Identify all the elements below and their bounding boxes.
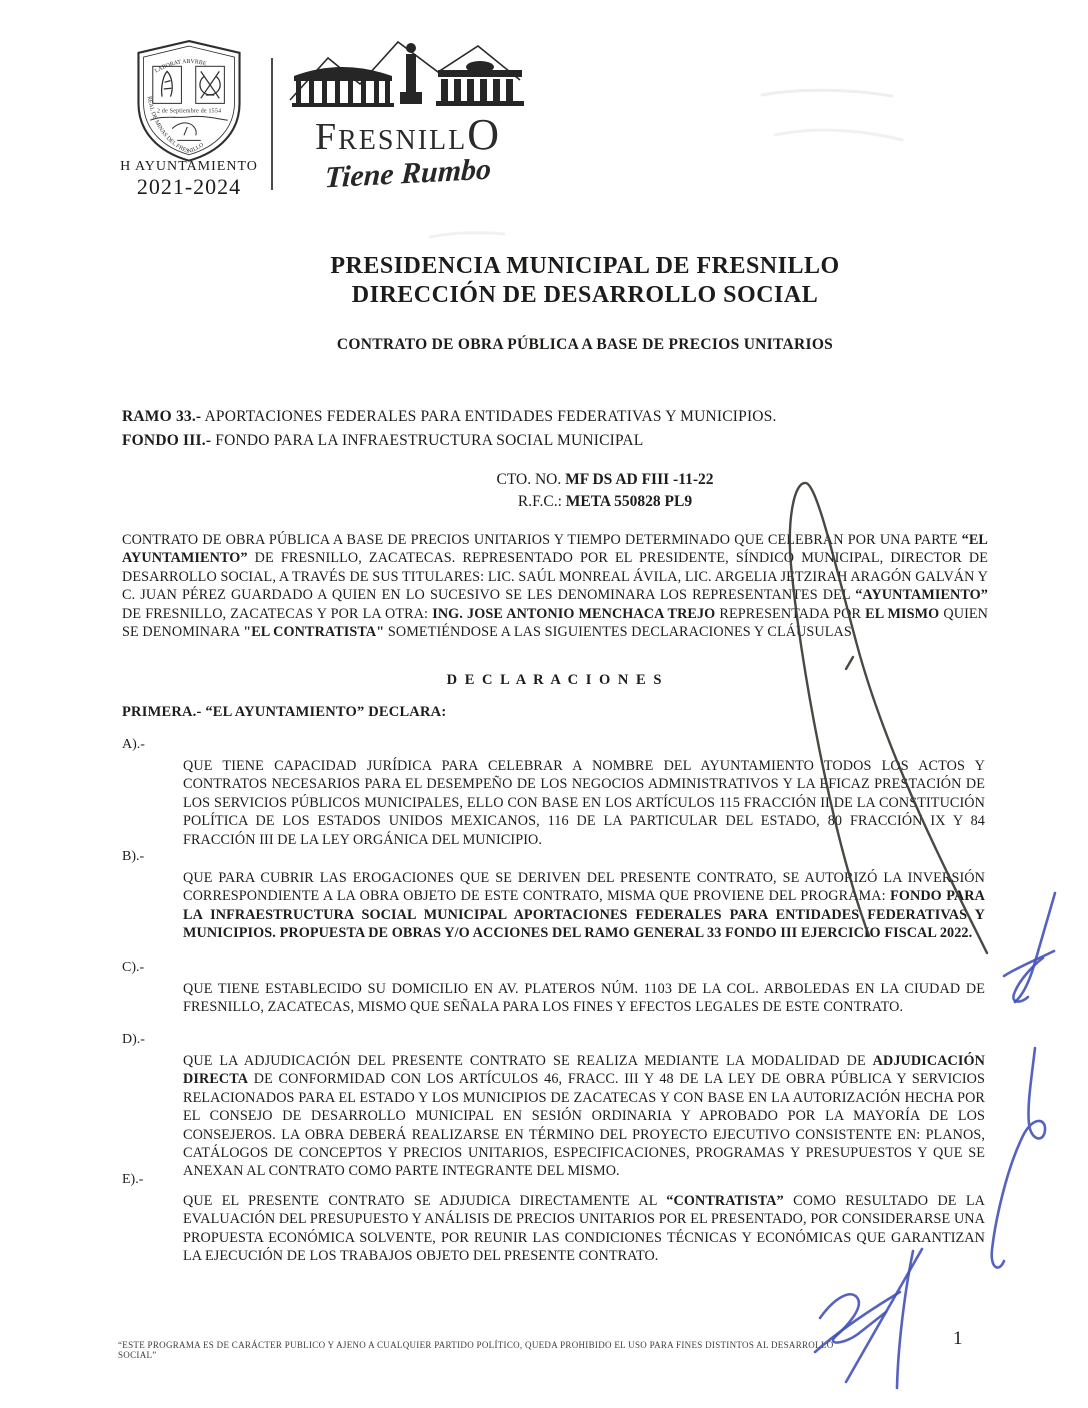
program-block — [122, 405, 990, 453]
municipal-coat-of-arms — [112, 36, 266, 164]
fresnillo-logo — [288, 34, 528, 195]
ayuntamiento-term: 2021-2024 — [136, 173, 242, 199]
scan-smudge — [762, 90, 892, 96]
item-paragraph: QUE TIENE CAPACIDAD JURÍDICA PARA CELEBRAR A NOMBRE DEL AYUNTAMIENTO TODOS LOS ACTOS Y CONTRATOS NECESARIOS PARA EL DESEMPEÑO DE LOS NEGOCIOS ADMINISTRATIVOS Y LA EFICAZ PRESTACIÓN DE LOS SERVICIOS PÚBLICOS MUNICIPALES, ELLO CON BASE EN LOS ARTÍCULOS 115 FRACCIÓN II DE LA CONSTITUCIÓN POLÍTICA DE LOS ESTADOS UNIDOS MEXICANOS, 116 DE LA PARTICULAR DEL ESTADO, 80 FRACCIÓN IX Y 84 FRACCIÓN III DE LA LEY ORGÁNICA DEL MUNICIPIO. — [183, 758, 985, 848]
monument-column — [400, 43, 422, 104]
declaration-item-d — [122, 1032, 988, 1181]
black-pen-tick — [846, 657, 853, 669]
header-divider — [271, 58, 273, 190]
title-line-2: DIRECCIÓN DE DESARROLLO SOCIAL — [351, 282, 819, 308]
document-title — [122, 252, 1048, 310]
blue-initial — [1004, 893, 1055, 1002]
seal-motto-top: LABORAT ABVRBE — [153, 58, 207, 75]
contract-subtitle: CONTRATO DE OBRA PÚBLICA A BASE DE PRECIOS UNITARIOS — [336, 336, 834, 353]
scan-smudge — [775, 130, 902, 140]
tiene-rumbo-tagline: Tiene Rumbo — [324, 152, 492, 195]
item-label: E).- — [122, 1172, 144, 1187]
monuments-silhouette-icon — [288, 34, 528, 112]
intro-paragraph: CONTRATO DE OBRA PÚBLICA A BASE DE PRECIOS UNITARIOS Y TIEMPO DETERMINADO QUE CELEBRAN POR UNA PARTE “EL AYUNTAMIENTO” DE FRESNILLO, ZACATECAS. REPRESENTADO POR EL PRESIDENTE, SÍNDICO MUNICIPAL, DIRECTOR DE DESARROLLO SOCIAL, A TRAVÉS DE SUS TITULARES: LIC. SAÚL MONREAL ÁVILA, LIC. ARGELIA JETZIRAH ARAGÓN GALVÁN Y C. JUAN PÉREZ GUARDADO A QUIEN EN LO SUCESIVO SE LES DENOMINARA LOS REPRESENTANTES DEL “AYUNTAMIENTO” DE FRESNILLO, ZACATECAS Y POR LA OTRA: ING. JOSE ANTONIO MENCHACA TREJO REPRESENTADA POR EL MISMO QUIEN SE DENOMINARA "EL CONTRATISTA" SOMETIÉNDOSE A LAS SIGUIENTES DECLARACIONES Y CLÁUSULAS — [122, 532, 989, 641]
blue-signature — [815, 1249, 922, 1388]
ramo-line: RAMO 33.- APORTACIONES FEDERALES PARA ENTIDADES FEDERATIVAS Y MUNICIPIOS. — [122, 408, 777, 425]
seal-emblem-left — [162, 71, 173, 96]
declaration-item-c — [122, 960, 988, 1017]
contract-ids — [380, 469, 830, 513]
ayuntamiento-label: H AYUNTAMIENTO — [120, 159, 258, 174]
declarations-heading: D E C L A R A C I O N E S — [446, 672, 664, 688]
ayuntamiento-caption — [104, 160, 274, 198]
blue-flourish — [992, 1048, 1045, 1268]
item-paragraph: QUE TIENE ESTABLECIDO SU DOMICILIO EN AV. PLATEROS NÚM. 1103 DE LA COL. ARBOLEDAS EN LA CIUDAD DE FRESNILLO, ZACATECAS, MISMO QUE SEÑALA PARA LOS FINES Y EFECTOS LEGALES DE ESTE CONTRATO. — [183, 981, 985, 1016]
item-paragraph: QUE EL PRESENTE CONTRATO SE ADJUDICA DIRECTAMENTE AL “CONTRATISTA” COMO RESULTADO DE LA EVALUACIÓN DEL PRESUPUESTO Y ANÁLISIS DE PRECIOS UNITARIOS POR EL PRESENTADO, POR CONSIDERARSE UNA PROPUESTA ECONÓMICA SOLVENTE, POR REUNIR LAS CONDICIONES TÉCNICAS Y ECONÓMICAS QUE GARANTIZAN LA EJECUCIÓN DE LOS TRABAJOS OBJETO DEL PRESENTE CONTRATO. — [183, 1193, 986, 1265]
page-number: 1 — [953, 1328, 963, 1349]
title-line-1: PRESIDENCIA MUNICIPAL DE FRESNILLO — [330, 253, 840, 279]
seal-emblem-right — [200, 71, 220, 98]
item-paragraph: QUE PARA CUBRIR LAS EROGACIONES QUE SE DERIVEN DEL PRESENTE CONTRATO, SE AUTORIZÓ LA INVERSIÓN CORRESPONDIENTE A LA OBRA OBJETO DE ESTE CONTRATO, MISMA QUE PROVIENE DEL PROGRAMA: FONDO PARA LA INFRAESTRUCTURA SOCIAL MUNICIPAL APORTACIONES FEDERALES PARA ENTIDADES FEDERATIVAS Y MUNICIPIOS. PROPUESTA DE OBRAS Y/O ACCIONES DEL RAMO GENERAL 33 FONDO III EJERCICIO FISCAL 2022. — [183, 870, 985, 942]
fondo-line: FONDO III.- FONDO PARA LA INFRAESTRUCTURA SOCIAL MUNICIPAL — [122, 432, 644, 449]
item-label: D).- — [122, 1032, 145, 1047]
fresnillo-wordmark: FRESNILLO — [314, 110, 502, 159]
declaration-item-a — [122, 737, 988, 849]
seal-banner: 2 de Septiembre de 1554 — [157, 108, 221, 115]
scan-smudge — [430, 233, 504, 237]
seal-motto-bottom: REAL DE MINAS DEL FRESNILLO — [145, 95, 205, 156]
item-label: C).- — [122, 960, 145, 975]
mausoleum-building — [436, 61, 524, 106]
item-paragraph: QUE LA ADJUDICACIÓN DEL PRESENTE CONTRATO SE REALIZA MEDIANTE LA MODALIDAD DE ADJUDICACIÓN DIRECTA DE CONFORMIDAD CON LOS ARTÍCULOS 46, FRACC. III Y 48 DE LA LEY DE OBRA PÚBLICA Y SERVICIOS RELACIONADOS PARA EL ESTADO Y LOS MUNICIPIOS DE ZACATECAS Y CON BASE EN LA AUTORIZACIÓN HECHA POR EL CONSEJO DE DESARROLLO MUNICIPAL EN SESIÓN ORDINARIA Y APROBADO POR LA MAYORÍA DE LOS CONSEJEROS. LA OBRA DEBERÁ REALIZARSE EN TÉRMINO DEL PROYECTO EJECUTIVO CONSISTENTE EN: PLANOS, CATÁLOGOS DE CONCEPTOS Y PRECIOS UNITARIOS, ESPECIFICACIONES, PROGRAMAS Y PRESUPUESTOS Y QUE SE ANEXAN AL CONTRATO COMO PARTE INTEGRANTE DEL MISMO. — [183, 1053, 985, 1180]
item-label: A).- — [122, 737, 145, 752]
declaration-item-b — [122, 849, 988, 943]
footer-disclaimer: “ESTE PROGRAMA ES DE CARÁCTER PUBLICO Y AJENO A CUALQUIER PARTIDO POLÍTICO, QUEDA PROHIBIDO EL USO PARA FINES DISTINTOS AL DESARROLLO SOCIAL” — [118, 1340, 834, 1360]
declaration-item-e — [122, 1172, 988, 1266]
contract-number: CTO. NO. MF DS AD FIII -11-22 — [496, 471, 714, 488]
primera-heading: PRIMERA.- “EL AYUNTAMIENTO” DECLARA: — [122, 704, 447, 720]
contract-rfc: R.F.C.: META 550828 PL9 — [517, 493, 693, 510]
item-label: B).- — [122, 849, 145, 864]
